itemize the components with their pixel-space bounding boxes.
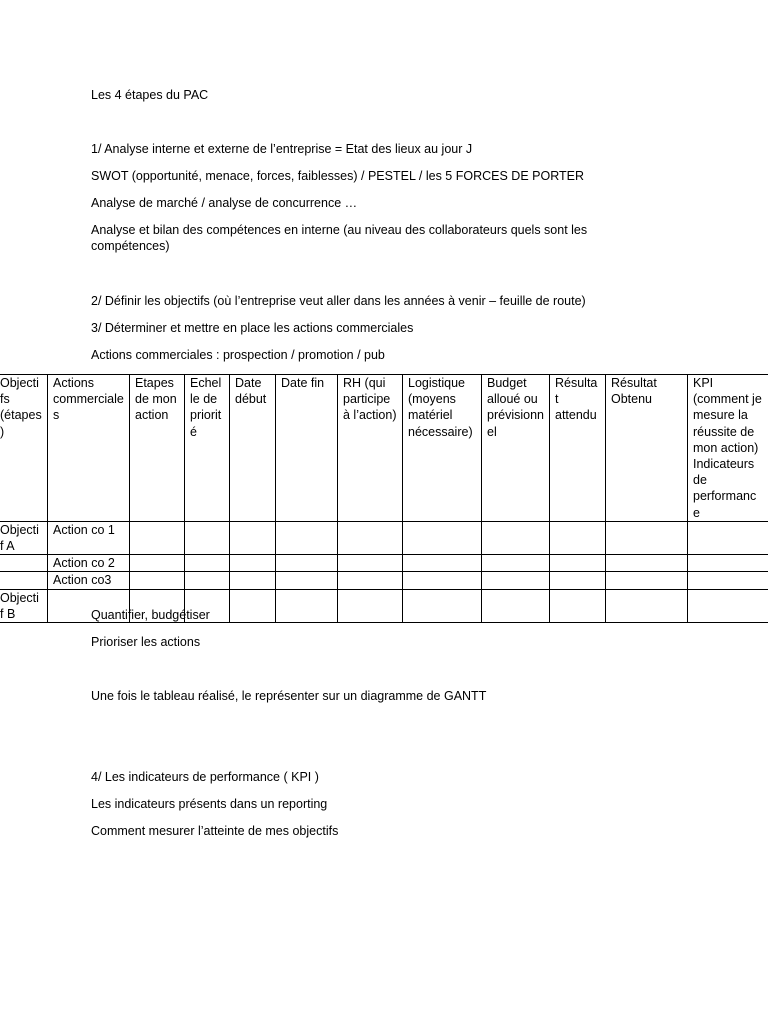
step3-intro: Actions commerciales : prospection / promotion / pub (91, 348, 385, 362)
step1-line-skills: Analyse et bilan des compétences en interne (au niveau des collaborateurs quels sont les compétences) (91, 223, 588, 253)
header-cell-objectifs: Objectifs (étapes) (0, 375, 48, 522)
after-table-quantify: Quantifier, budgétiser (91, 608, 210, 622)
table-row (0, 521, 768, 554)
objective-cell (0, 555, 48, 572)
header-cell-date-fin: Date fin (276, 375, 338, 522)
header-cell-date-debut: Date début (230, 375, 276, 522)
step2-heading: 2/ Définir les objectifs (où l’entreprise veut aller dans les années à venir – feuille de route) (91, 294, 586, 308)
header-cell-actions: Actions commerciales (48, 375, 130, 522)
action-cell: Action co 2 (48, 555, 130, 572)
after-table-prioritize: Prioriser les actions (91, 635, 201, 649)
document-title: Les 4 étapes du PAC (91, 88, 209, 102)
header-cell-etapes: Etapes de mon action (130, 375, 185, 522)
action-plan-table (0, 374, 768, 623)
step3-heading: 3/ Déterminer et mettre en place les actions commerciales (91, 321, 414, 335)
objective-cell (0, 572, 48, 589)
action-cell: Action co 1 (48, 521, 130, 554)
step4-heading: 4/ Les indicateurs de performance ( KPI ) (91, 770, 319, 784)
header-cell-logistique: Logistique (moyens matériel nécessaire) (403, 375, 482, 522)
header-cell-rh: RH (qui participe à l’action) (338, 375, 403, 522)
after-table-gantt: Une fois le tableau réalisé, le représenter sur un diagramme de GANTT (91, 689, 487, 703)
step1-line-market: Analyse de marché / analyse de concurrence … (91, 196, 358, 210)
step1-heading: 1/ Analyse interne et externe de l’entreprise = Etat des lieux au jour J (91, 142, 473, 156)
step4-line-reporting: Les indicateurs présents dans un reporting (91, 797, 328, 811)
step4-line-measure: Comment mesurer l’atteinte de mes objectifs (91, 824, 339, 838)
table-row (0, 572, 768, 589)
step1-line-swot: SWOT (opportunité, menace, forces, faiblesses) / PESTEL / les 5 FORCES DE PORTER (91, 169, 584, 183)
objective-cell: Objectif A (0, 521, 48, 554)
header-cell-resultat-attendu: Résultat attendu (550, 375, 606, 522)
objective-cell: Objectif B (0, 589, 48, 622)
table-header-row (0, 375, 768, 522)
table-row (0, 555, 768, 572)
header-cell-kpi: KPI (comment je mesure la réussite de mon action) Indicateurs de performance (688, 375, 768, 522)
action-cell: Action co3 (48, 572, 130, 589)
header-cell-budget: Budget alloué ou prévisionnel (482, 375, 550, 522)
header-cell-resultat-obtenu: Résultat Obtenu (606, 375, 688, 522)
header-cell-priorite: Echelle de priorité (185, 375, 230, 522)
